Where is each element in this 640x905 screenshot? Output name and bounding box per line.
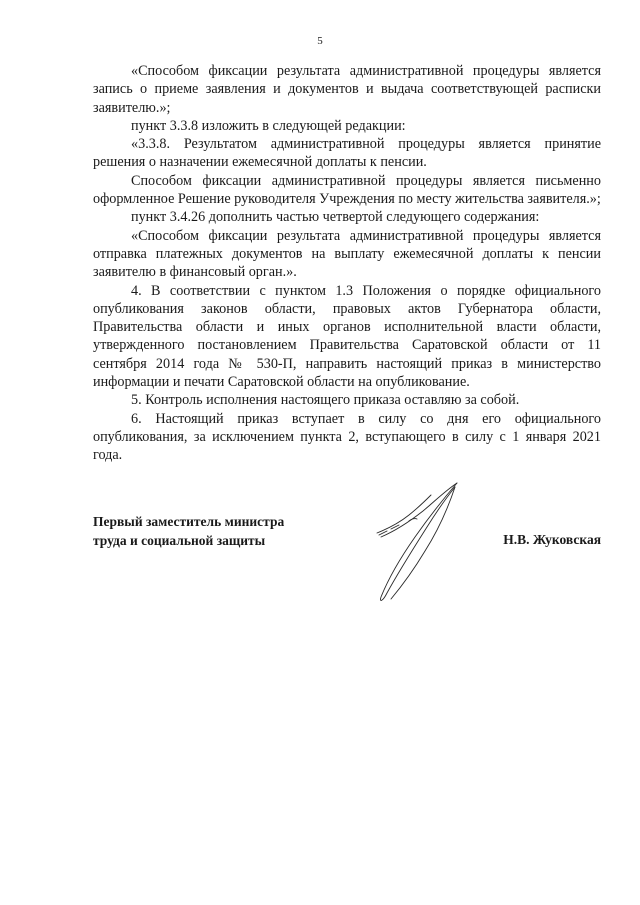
handwritten-signature (365, 475, 475, 605)
signer-position-line2: труда и социальной защиты (93, 532, 266, 548)
signature-block (93, 510, 601, 660)
paragraph-3-4-26-instruction: пункт 3.4.26 дополнить частью четвертой следующего содержания: (131, 209, 540, 226)
paragraph-3-3-8-instruction: пункт 3.3.8 изложить в следующей редакции: (131, 117, 406, 134)
paragraph-3-4-26-text: «Способом фиксации результата административной процедуры является отправка платежных документов на выплату ежемесячной доплаты к пенсии заявителю в финансовый орган.». (93, 227, 601, 281)
signer-position (93, 513, 284, 550)
paragraph-item-6: 6. Настоящий приказ вступает в силу со дня его официального опубликования, за исключением пункта 2, вступающего в силу с 1 января 2021 года. (93, 410, 601, 464)
signer-name: Н.В. Жуковская (503, 532, 601, 547)
paragraph-3-3-8-fixation: Способом фиксации административной процедуры является письменно оформленное Решение руководителя Учреждения по месту жительства заявителя.»; (93, 172, 601, 208)
document-body (93, 62, 601, 465)
page-number: 5 (317, 35, 323, 47)
paragraph-3-3-7-quote: «Способом фиксации результата административной процедуры является запись о приеме заявления и документов и выдача соответствующей расписки заявителю.»; (93, 63, 601, 116)
paragraph-item-4: 4. В соответствии с пунктом 1.3 Положения о порядке официального опубликования законов области, правовых актов Губернатора области, Правительства области и иных органов исполнительной власти области, утвержденного постановлением Правительства Саратовской области от 11 сентября 2014 года № 530-П, направить настоящий приказ в министерство информации и печати Саратовской области на опубликование. (93, 282, 601, 391)
paragraph-3-3-8-text: «3.3.8. Результатом административной процедуры является принятие решения о назначении ежемесячной доплаты к пенсии. (93, 136, 601, 171)
signer-position-line1: Первый заместитель министра (93, 514, 285, 529)
paragraph-item-5: 5. Контроль исполнения настоящего приказа оставляю за собой. (131, 392, 520, 409)
